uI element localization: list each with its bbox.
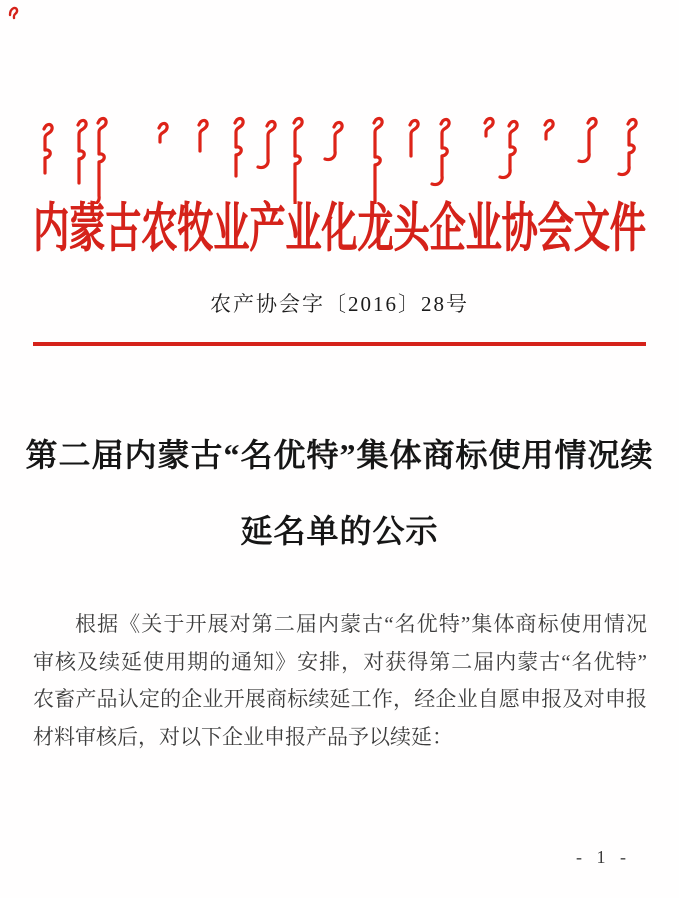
body-paragraph (33, 606, 647, 756)
page-number: - 1 - (576, 847, 629, 867)
mongolian-word-glyph (485, 118, 493, 136)
body-line: 农畜产品认定的企业开展商标续延工作，经企业自愿申报及对申报 (33, 687, 647, 711)
mongolian-word-glyph (500, 121, 517, 177)
mongolian-word-glyph (579, 118, 596, 161)
doc-number: 农产协会字〔2016〕28号 (210, 292, 469, 316)
body-line: 审核及续延使用期的通知》安排，对获得第二届内蒙古“名优特” (33, 649, 647, 674)
mongolian-word-glyph (410, 120, 418, 156)
mongolian-word-glyph (89, 118, 106, 204)
corner-stamp-fragment-icon (7, 3, 23, 21)
mongolian-word-glyph (545, 120, 553, 139)
mongolian-word-glyph (258, 121, 275, 167)
mongolian-word-glyph (235, 118, 243, 176)
mongolian-script-banner (33, 112, 646, 204)
mongolian-word-glyph (619, 119, 636, 174)
mongolian-word-glyph (44, 124, 52, 173)
body-line: 根据《关于开展对第二届内蒙古“名优特”集体商标使用情况 (75, 612, 647, 636)
mongolian-word-glyph (432, 119, 449, 184)
mongolian-word-glyph (365, 118, 382, 204)
org-title: 内蒙古农牧业产业化龙头企业协会文件 (33, 200, 646, 258)
doc-title-line1: 第二届内蒙古“名优特”集体商标使用情况续 (25, 437, 654, 473)
mongolian-word-glyph (78, 120, 86, 183)
mongolian-word-glyph (199, 120, 207, 151)
red-separator-rule (33, 342, 646, 346)
body-line: 材料审核后，对以下企业申报产品予以续延： (33, 724, 453, 749)
mongolian-word-glyph (159, 123, 167, 142)
mongolian-word-glyph (285, 118, 302, 204)
mongolian-word-glyph (325, 122, 342, 159)
doc-title-line2: 延名单的公示 (240, 513, 439, 549)
